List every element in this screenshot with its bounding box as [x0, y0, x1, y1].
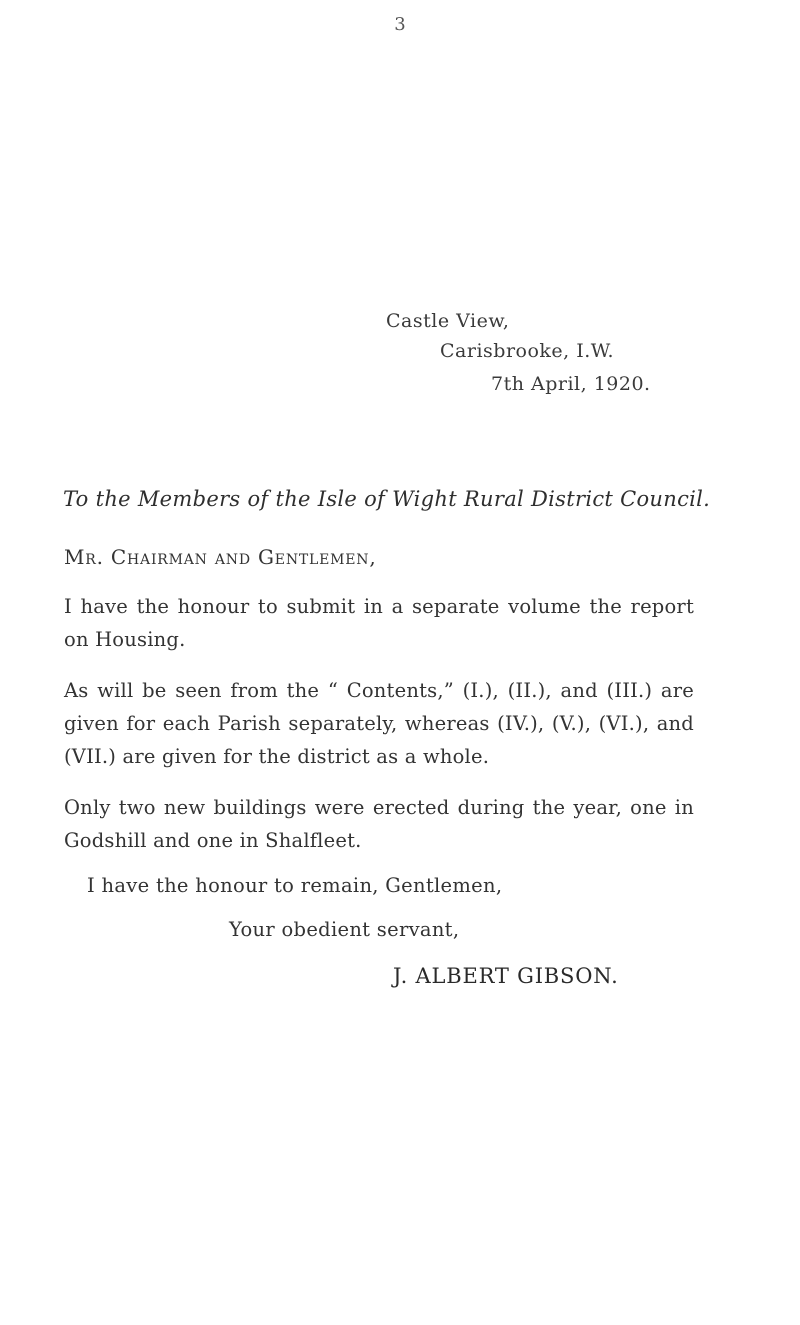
paragraph-contents: As will be seen from the “ Contents,” (I.), (II.), and (III.) are given for each Parish separately, whereas (IV.), (V.), (VI.), and (VII.) are given for the district as a whole.	[64, 679, 694, 768]
address-line-1: Castle View,	[386, 310, 510, 332]
closing-line-2: Your obedient servant,	[229, 918, 460, 941]
page-number: 3	[394, 14, 406, 35]
letter-date: 7th April, 1920.	[491, 373, 651, 395]
address-line-2: Carisbrooke, I.W.	[440, 340, 615, 362]
closing-line-1: I have the honour to remain, Gentlemen,	[87, 874, 503, 897]
paragraph-new-buildings: Only two new buildings were erected during the year, one in Godshill and one in Shalfleet.	[64, 796, 694, 852]
greeting: Mr. Chairman and Gentlemen,	[64, 545, 377, 569]
paragraph-housing-report: I have the honour to submit in a separate volume the report on Housing.	[64, 595, 694, 651]
addressee-line: To the Members of the Isle of Wight Rural District Council.	[63, 487, 711, 511]
signature: J. ALBERT GIBSON.	[393, 964, 619, 988]
